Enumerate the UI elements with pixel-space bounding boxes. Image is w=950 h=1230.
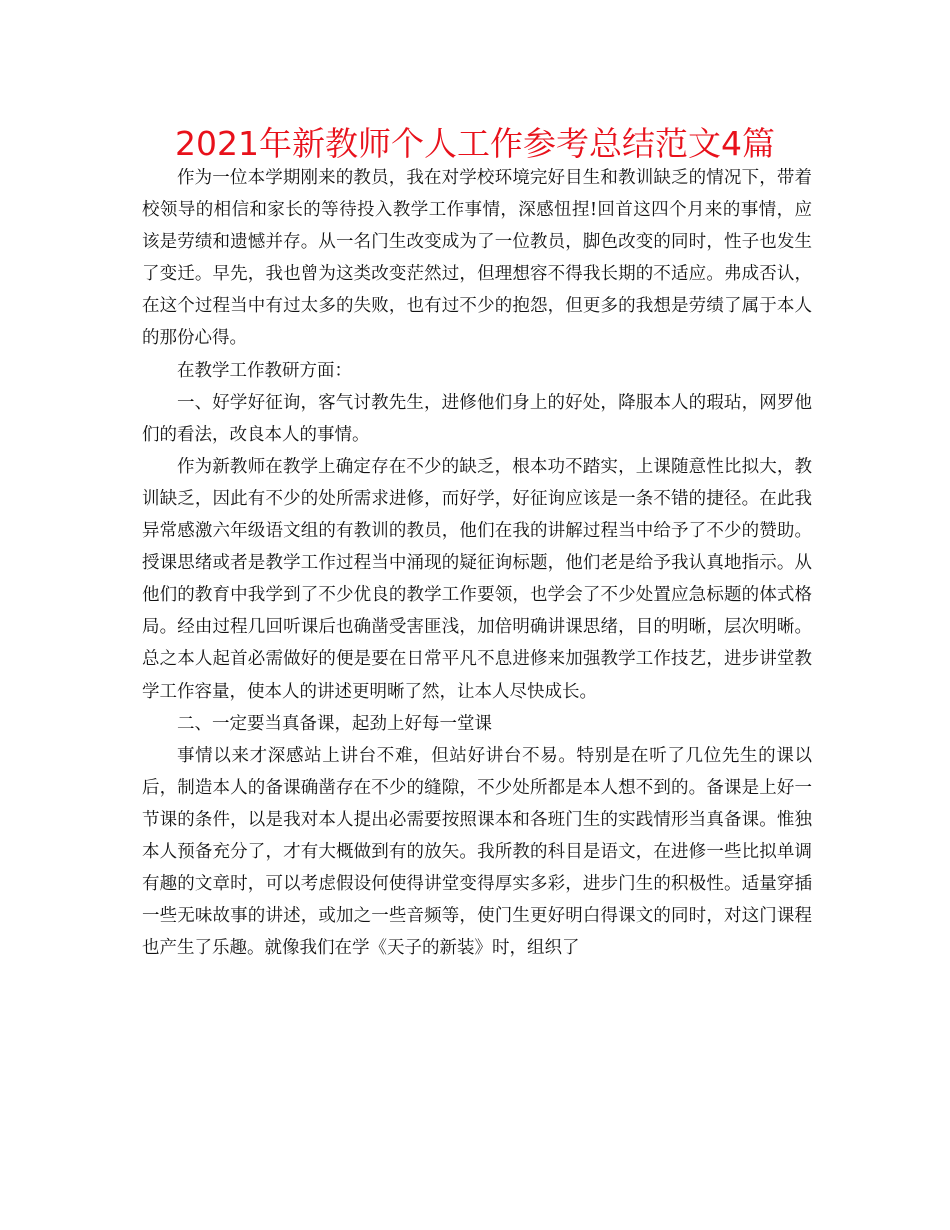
paragraph-point-one: 一、好学好征询，客气讨教先生，进修他们身上的好处，降服本人的瑕玷，网罗他们的看法，改良本人的事情。	[142, 392, 812, 445]
paragraph-section-heading: 在教学工作教研方面：	[177, 360, 352, 381]
document-title: 2021年新教师个人工作参考总结范文4篇	[175, 124, 775, 163]
paragraph-point-two-detail: 事情以来才深感站上讲台不难，但站好讲台不易。特别是在听了几位先生的课以后，制造本人的备课确凿存在不少的缝隙，不少处所都是本人想不到的。备课是上好一节课的条件，以是我对本人提出必需要按照课本和各班门生的实践情形当真备课。惟独本人预备充分了，才有大概做到有的放矢。我所教的科目是语文，在进修一些比拟单调有趣的文章时，可以考虑假设何使得讲堂变得厚实多彩，进步门生的积极性。适量穿插一些无味故事的讲述，或加之一些音频等，使门生更好明白得课文的同时，对这门课程也产生了乐趣。就像我们在学《天子的新装》时，组织了	[142, 745, 812, 959]
paragraph-point-one-detail: 作为新教师在教学上确定存在不少的缺乏，根本功不踏实，上课随意性比拟大，教训缺乏，因此有不少的处所需求进修，而好学，好征询应该是一条不错的捷径。在此我异常感激六年级语文组的有教训的教员，他们在我的讲解过程当中给予了不少的赞助。授课思绪或者是教学工作过程当中涌现的疑征询标题，他们老是给予我认真地指示。从他们的教育中我学到了不少优良的教学工作要领，也学会了不少处置应急标题的体式格局。经由过程几回听课后也确凿受害匪浅，加倍明确讲课思绪，目的明晰，层次明晰。总之本人起首必需做好的便是要在日常平凡不息进修来加强教学工作技艺，进步讲堂教学工作容量，使本人的讲述更明晰了然，让本人尽快成长。	[142, 456, 812, 702]
paragraph-point-two: 二、一定要当真备课，起劲上好每一堂课	[177, 713, 492, 734]
document-body	[142, 162, 812, 964]
paragraph-intro: 作为一位本学期刚来的教员，我在对学校环境完好目生和教训缺乏的情况下，带着校领导的相信和家长的等待投入教学工作事情，深感忸捏!回首这四个月来的事情，应该是劳绩和遗憾并存。从一名门生改变成为了一位教员，脚色改变的同时，性子也发生了变迁。早先，我也曾为这类改变茫然过，但理想容不得我长期的不适应。弗成否认，在这个过程当中有过太多的失败，也有过不少的抱怨，但更多的我想是劳绩了属于本人的那份心得。	[142, 168, 812, 349]
